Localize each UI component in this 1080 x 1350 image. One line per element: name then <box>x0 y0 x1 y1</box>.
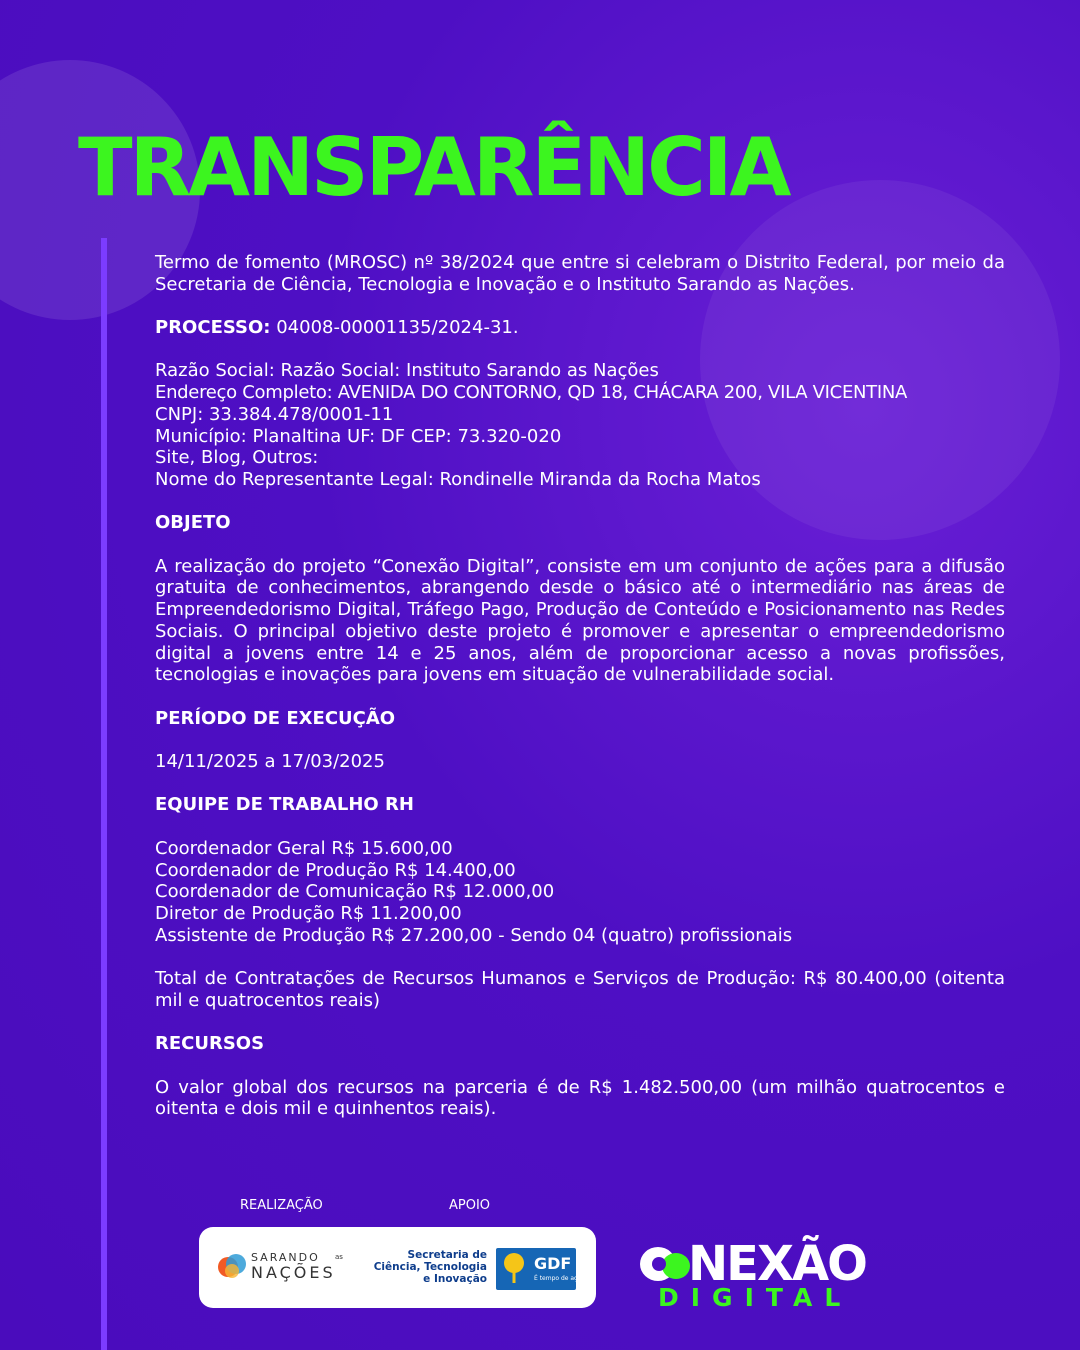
equipe-item: Assistente de Produção R$ 27.200,00 - Sendo 04 (quatro) profissionais <box>155 924 793 946</box>
recursos-text: O valor global dos recursos na parceria é de R$ 1.482.500,00 (um milhão quatrocentos e oitenta e dois mil e quinhentos reais). <box>155 1076 1005 1120</box>
sarando-logo <box>217 1249 357 1289</box>
sarando-mark-icon <box>217 1251 247 1281</box>
document-body <box>155 252 1005 1120</box>
processo-line <box>155 317 1005 339</box>
equipe-item: Coordenador de Comunicação R$ 12.000,00 <box>155 881 555 903</box>
recursos-heading: RECURSOS <box>155 1033 265 1055</box>
equipe-heading: EQUIPE DE TRABALHO RH <box>155 794 414 816</box>
periodo-value: 14/11/2025 a 17/03/2025 <box>155 751 385 773</box>
brand-sub-text: DIGITAL <box>658 1283 853 1312</box>
equipe-item: Diretor de Produção R$ 11.200,00 <box>155 902 462 924</box>
objeto-heading: OBJETO <box>155 512 231 534</box>
conexao-digital-logo <box>638 1238 888 1313</box>
detail-municipio: Município: Planaltina UF: DF CEP: 73.320-020 <box>155 425 562 447</box>
processo-label: PROCESSO: <box>155 317 271 339</box>
secretaria-logo-text: Secretaria de Ciência, Tecnologia e Inovação <box>373 1249 487 1285</box>
detail-representante: Nome do Representante Legal: Rondinelle Miranda da Rocha Matos <box>155 469 761 490</box>
brand-main-text: NEXÃO <box>688 1236 866 1292</box>
gdf-slogan: É tempo de ação. <box>534 1275 587 1282</box>
accent-vertical-line <box>101 238 107 1350</box>
realizacao-label: REALIZAÇÃO <box>240 1198 323 1213</box>
detail-razao-social: Razão Social: Razão Social: Instituto Sarando as Nações <box>155 360 659 382</box>
detail-endereco: Endereço Completo: AVENIDA DO CONTORNO, QD 18, CHÁCARA 200, VILA VICENTINA <box>155 382 908 404</box>
equipe-item: Coordenador de Produção R$ 14.400,00 <box>155 859 516 881</box>
sarando-small-text: as <box>335 1253 343 1261</box>
equipe-total: Total de Contratações de Recursos Humanos e Serviços de Produção: R$ 80.400,00 (oitenta mil e quatrocentos reais) <box>155 968 1005 1011</box>
gdf-logo <box>496 1248 587 1290</box>
gdf-name: GDF <box>534 1254 572 1273</box>
intro-text: Termo de fomento (MROSC) nº 38/2024 que entre si celebram o Distrito Federal, por meio da Secretaria de Ciência, Tecnologia e Inovação e o Instituto Sarando as Nações. <box>155 252 1005 295</box>
objeto-text: A realização do projeto “Conexão Digital”, consiste em um conjunto de ações para a difusão gratuita de conhecimentos, abrangendo desde o básico até o intermediário nas áreas de Empreendedorismo Digital, Tráfego Pago, Produção de Conteúdo e Posicionamento nas Redes Sociais. O principal objetivo deste projeto é promover e apresentar o empreendedorismo digital a jovens entre 14 e 25 anos, além de proporcionar acesso a novas profissões, tecnologias e inovações para jovens em situação de vulnerabilidade social. <box>155 555 1005 686</box>
periodo-heading: PERÍODO DE EXECUÇÃO <box>155 707 396 729</box>
page-title: TRANSPARÊNCIA <box>78 121 789 214</box>
sarando-nacoes-text: NAÇÕES <box>251 1263 336 1282</box>
equipe-item: Coordenador Geral R$ 15.600,00 <box>155 837 453 859</box>
apoio-label: APOIO <box>449 1198 491 1213</box>
sarando-name-text: SARANDO <box>251 1251 320 1264</box>
detail-site: Site, Blog, Outros: <box>155 447 319 469</box>
ipe-tree-icon <box>500 1251 528 1285</box>
partner-logos-card <box>199 1227 596 1308</box>
processo-value: 04008-00001135/2024-31. <box>270 317 519 339</box>
detail-cnpj: CNPJ: 33.384.478/0001-11 <box>155 403 394 425</box>
